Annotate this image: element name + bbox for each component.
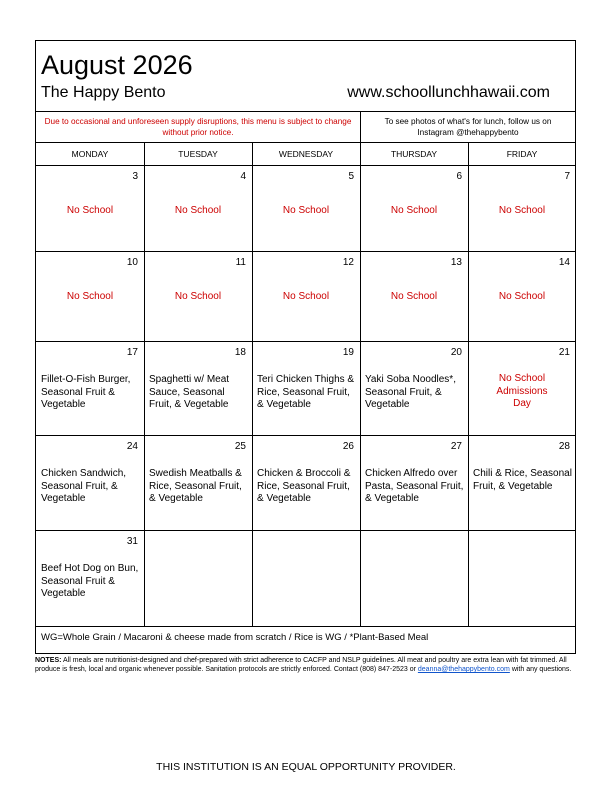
menu-item: Swedish Meatballs & Rice, Seasonal Fruit, & Vegetable bbox=[149, 468, 242, 504]
day-cell bbox=[468, 341, 576, 435]
date-number: 12 bbox=[342, 257, 354, 268]
date-number: 7 bbox=[564, 171, 570, 182]
date-number: 14 bbox=[558, 257, 570, 268]
date-number: 18 bbox=[234, 347, 246, 358]
date-number: 26 bbox=[342, 441, 354, 452]
no-school-label: No School Admissions Day bbox=[496, 373, 548, 409]
day-cell bbox=[360, 435, 468, 530]
no-school-label: No School bbox=[282, 291, 330, 302]
day-cell bbox=[144, 530, 252, 626]
day-header-thursday: THURSDAY bbox=[390, 149, 438, 159]
date-number: 5 bbox=[348, 171, 354, 182]
day-cell bbox=[36, 530, 144, 626]
date-number: 21 bbox=[558, 347, 570, 358]
date-number: 19 bbox=[342, 347, 354, 358]
date-number: 11 bbox=[235, 257, 246, 268]
instagram-notice: To see photos of what's for lunch, follow us on Instagram @thehappybento bbox=[384, 117, 552, 137]
date-number: 28 bbox=[558, 441, 570, 452]
day-cell bbox=[252, 341, 360, 435]
day-cell bbox=[252, 530, 360, 626]
day-cell bbox=[36, 435, 144, 530]
notes-tail: with any questions. bbox=[511, 666, 572, 674]
date-number: 6 bbox=[456, 171, 462, 182]
date-number: 24 bbox=[126, 441, 138, 452]
date-number: 4 bbox=[240, 171, 246, 182]
day-header-wednesday: WEDNESDAY bbox=[278, 149, 334, 159]
row-divider bbox=[36, 530, 575, 531]
page-title: August 2026 bbox=[41, 50, 193, 80]
no-school-label: No School bbox=[498, 291, 546, 302]
menu-item: Teri Chicken Thighs & Rice, Seasonal Fruit, & Vegetable bbox=[257, 374, 355, 410]
supply-notice: Due to occasional and unforeseen supply disruptions, this menu is subject to change without prior notice. bbox=[44, 117, 352, 137]
no-school-label: No School bbox=[174, 205, 222, 216]
row-divider bbox=[36, 341, 575, 342]
day-cell bbox=[252, 165, 360, 251]
date-number: 3 bbox=[132, 171, 138, 182]
no-school-label: No School bbox=[66, 205, 114, 216]
day-cell bbox=[144, 435, 252, 530]
menu-item: Chili & Rice, Seasonal Fruit, & Vegetable bbox=[473, 468, 572, 492]
date-number: 13 bbox=[450, 257, 462, 268]
day-cell bbox=[360, 251, 468, 341]
no-school-label: No School bbox=[66, 291, 114, 302]
date-number: 25 bbox=[234, 441, 246, 452]
menu-item: Chicken Alfredo over Pasta, Seasonal Fruit, & Vegetable bbox=[365, 468, 464, 504]
equal-opportunity-footer: THIS INSTITUTION IS AN EQUAL OPPORTUNITY PROVIDER. bbox=[156, 761, 456, 773]
menu-item: Chicken & Broccoli & Rice, Seasonal Fruit, & Vegetable bbox=[257, 468, 351, 504]
day-cell bbox=[360, 341, 468, 435]
day-header-tuesday: TUESDAY bbox=[178, 149, 218, 159]
menu-item: Chicken Sandwich, Seasonal Fruit, & Vegetable bbox=[41, 468, 127, 504]
day-cell bbox=[144, 251, 252, 341]
column-divider bbox=[252, 142, 253, 626]
day-header-monday: MONDAY bbox=[71, 149, 109, 159]
day-cell bbox=[144, 165, 252, 251]
no-school-label: No School bbox=[498, 205, 546, 216]
day-cell bbox=[252, 435, 360, 530]
row-divider bbox=[36, 435, 575, 436]
calendar-frame bbox=[35, 40, 576, 654]
menu-item: Fillet-O-Fish Burger, Seasonal Fruit & Vegetable bbox=[41, 374, 131, 410]
day-cell bbox=[144, 341, 252, 435]
day-cell bbox=[360, 165, 468, 251]
day-cell bbox=[36, 165, 144, 251]
date-number: 20 bbox=[450, 347, 462, 358]
menu-item: Yaki Soba Noodles*, Seasonal Fruit, & Vegetable bbox=[365, 374, 456, 410]
day-cell bbox=[468, 435, 576, 530]
day-cell bbox=[36, 341, 144, 435]
day-cell bbox=[360, 530, 468, 626]
no-school-label: No School bbox=[282, 205, 330, 216]
day-cell bbox=[468, 251, 576, 341]
column-divider bbox=[144, 142, 145, 626]
school-name: The Happy Bento bbox=[41, 84, 166, 101]
no-school-label: No School bbox=[174, 291, 222, 302]
no-school-label: No School bbox=[390, 291, 438, 302]
menu-item: Spaghetti w/ Meat Sauce, Seasonal Fruit, & Vegetable bbox=[149, 374, 230, 410]
notes-text: All meals are nutritionist-designed and chef-prepared with strict adherence to CACFP and NSLP guidelines. All meat and poultry are extra lean with fat trimmed. All produce is fresh, local and organic whenever possible. Sanitation protocols are strictly enforced. Contact (808) 847-2523 or bbox=[35, 657, 567, 674]
date-number: 31 bbox=[126, 536, 138, 547]
notes-label: NOTES: bbox=[35, 657, 62, 664]
divider bbox=[36, 626, 575, 627]
row-divider bbox=[36, 251, 575, 252]
legend: WG=Whole Grain / Macaroni & cheese made from scratch / Rice is WG / *Plant-Based Meal bbox=[41, 632, 429, 643]
day-cell bbox=[468, 530, 576, 626]
day-cell bbox=[468, 165, 576, 251]
day-cell bbox=[36, 251, 144, 341]
date-number: 17 bbox=[126, 347, 138, 358]
contact-email-link[interactable]: deanna@thehappybento.com bbox=[417, 666, 510, 674]
day-header-friday: FRIDAY bbox=[506, 149, 538, 159]
column-divider bbox=[468, 142, 469, 626]
menu-item: Beef Hot Dog on Bun, Seasonal Fruit & Vegetable bbox=[41, 563, 139, 599]
date-number: 10 bbox=[126, 257, 138, 268]
date-number: 27 bbox=[450, 441, 462, 452]
column-divider bbox=[360, 142, 361, 626]
notes bbox=[35, 656, 580, 675]
website-url: www.schoollunchhawaii.com bbox=[347, 84, 550, 101]
no-school-label: No School bbox=[390, 205, 438, 216]
day-cell bbox=[252, 251, 360, 341]
